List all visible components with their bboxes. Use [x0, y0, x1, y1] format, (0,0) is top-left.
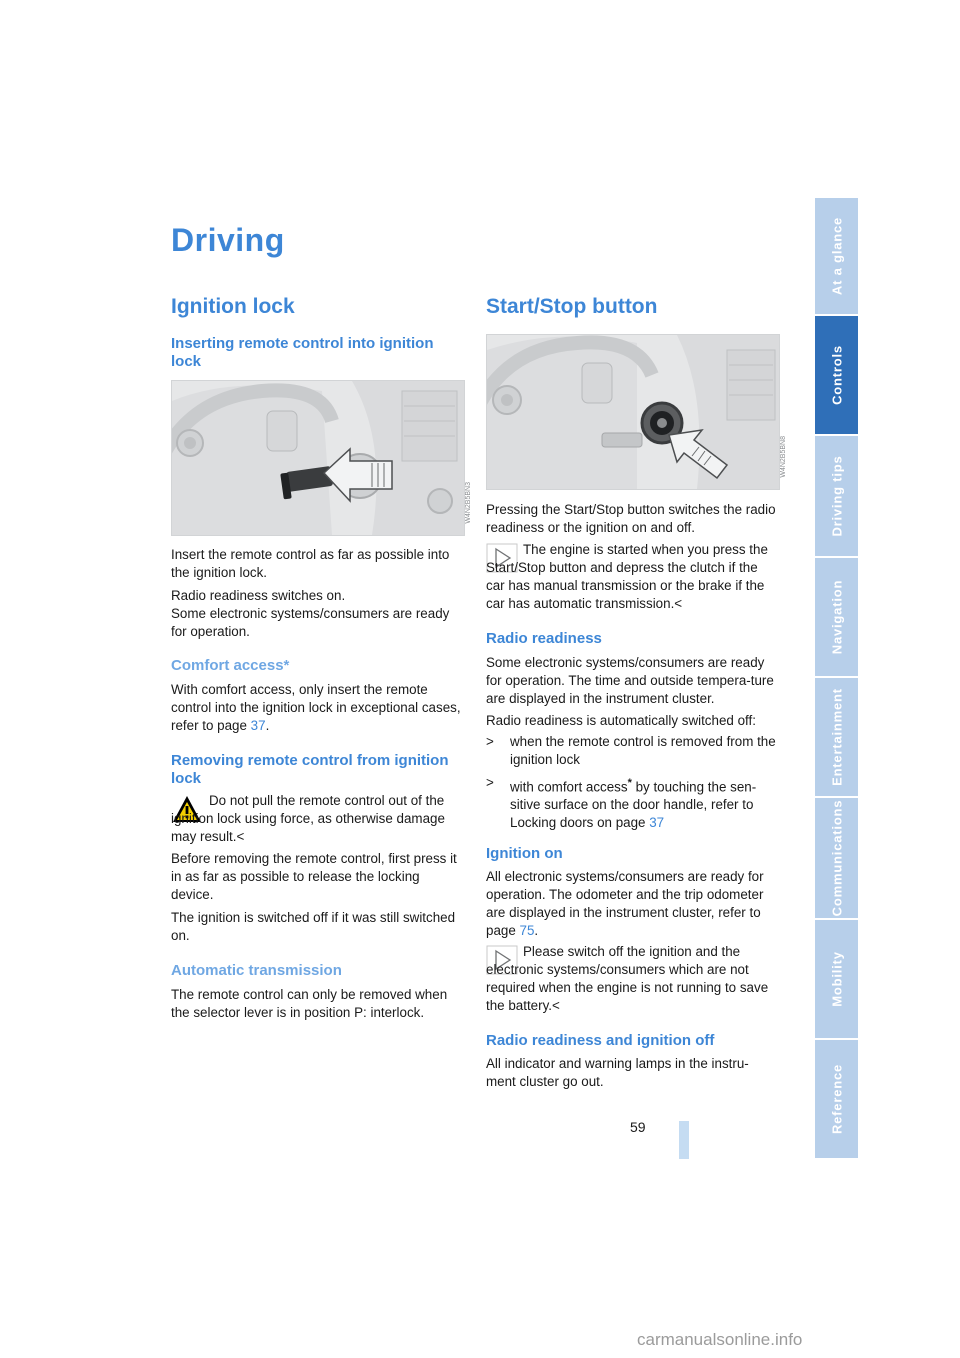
figure-code-left: W4N2B5BN3 [465, 482, 472, 524]
page-link-75[interactable]: 75 [519, 923, 535, 938]
right-paragraph-4: All electronic systems/consumers are ready for operation. The odometer and the trip odometer are displayed in the instrument cluster, refer to page 75. [486, 869, 764, 938]
right-paragraph-3: Radio readiness is automatically switched off: [486, 713, 756, 728]
left-paragraph-4: Before removing the remote control, first press it in as far as possible to release the locking device. [171, 851, 457, 902]
section-heading-ignition-lock: Ignition lock [171, 295, 295, 318]
subheading-comfort-access: Comfort access* [171, 657, 290, 674]
page-link-37[interactable]: 37 [649, 815, 665, 831]
start-stop-button-illustration [486, 334, 780, 490]
left-paragraph-2a: Radio readiness switches on. [171, 588, 346, 603]
warning-text: Do not pull the remote control out of the ignition lock using force, as otherwise damage may result.< [171, 793, 445, 844]
subheading-ignition-on: Ignition on [486, 845, 563, 862]
left-paragraph-2b: Some electronic systems/consumers are ready for operation. [171, 606, 450, 639]
subheading-inserting-remote: Inserting remote control into ignition lock [171, 335, 434, 370]
note-engine-start: The engine is started when you press the Start/Stop button and depress the clutch if the car has manual transmission or the brake if the car has automatic transmission.< [486, 542, 768, 611]
right-paragraph-1: Pressing the Start/Stop button switches the radio readiness or the ignition on and off. [486, 502, 776, 535]
subheading-radio-readiness-ignition-off: Radio readiness and ignition off [486, 1032, 715, 1049]
subheading-radio-readiness: Radio readiness [486, 630, 602, 647]
page-link-37[interactable]: 37 [250, 718, 266, 733]
ignition-lock-illustration [171, 380, 465, 536]
chapter-tabs [815, 198, 858, 1160]
watermark: carmanualsonline.info [637, 1330, 803, 1349]
note-switch-off: Please switch off the ignition and the electronic systems/consumers which are not required when the engine is not running to save the battery.< [486, 944, 769, 1013]
tab-driving-tips[interactable]: Driving tips [815, 436, 858, 558]
page-number: 59 [630, 1119, 646, 1135]
tab-navigation[interactable]: Navigation [815, 558, 858, 678]
tab-controls[interactable]: Controls [815, 316, 858, 436]
left-paragraph-6: The remote control can only be removed when the selector lever is in position P: interlock. [171, 987, 448, 1020]
page-number-marker [679, 1121, 689, 1159]
bullet-item-2: > with comfort access* by touching the sen-sitive surface on the door handle, refer to Locking doors on page 37 [486, 775, 757, 831]
section-heading-start-stop: Start/Stop button [486, 295, 658, 318]
right-paragraph-5: All indicator and warning lamps in the instru-ment cluster go out. [486, 1056, 749, 1089]
left-paragraph-1: Insert the remote control as far as possible into the ignition lock. [171, 547, 450, 580]
right-paragraph-2: Some electronic systems/consumers are ready for operation. The time and outside tempera-ture are displayed in the instrument cluster. [486, 655, 774, 706]
tab-mobility[interactable]: Mobility [815, 920, 858, 1040]
tab-at-a-glance[interactable]: At a glance [815, 198, 858, 316]
tab-entertainment[interactable]: Entertainment [815, 678, 858, 798]
tab-reference[interactable]: Reference [815, 1040, 858, 1160]
subheading-removing-remote: Removing remote control from ignition lock [171, 752, 449, 787]
figure-code-right: W4N2B5BN8 [780, 436, 787, 478]
left-paragraph-3: With comfort access, only insert the remote control into the ignition lock in exceptional cases, refer to page 37. [171, 682, 461, 733]
tab-communications[interactable]: Communications [815, 798, 858, 920]
subheading-automatic-transmission: Automatic transmission [171, 962, 342, 979]
page-title: Driving [171, 222, 285, 258]
bullet-item-1: > when the remote control is removed from the ignition lock [486, 734, 776, 767]
left-paragraph-5: The ignition is switched off if it was still switched on. [171, 910, 456, 943]
